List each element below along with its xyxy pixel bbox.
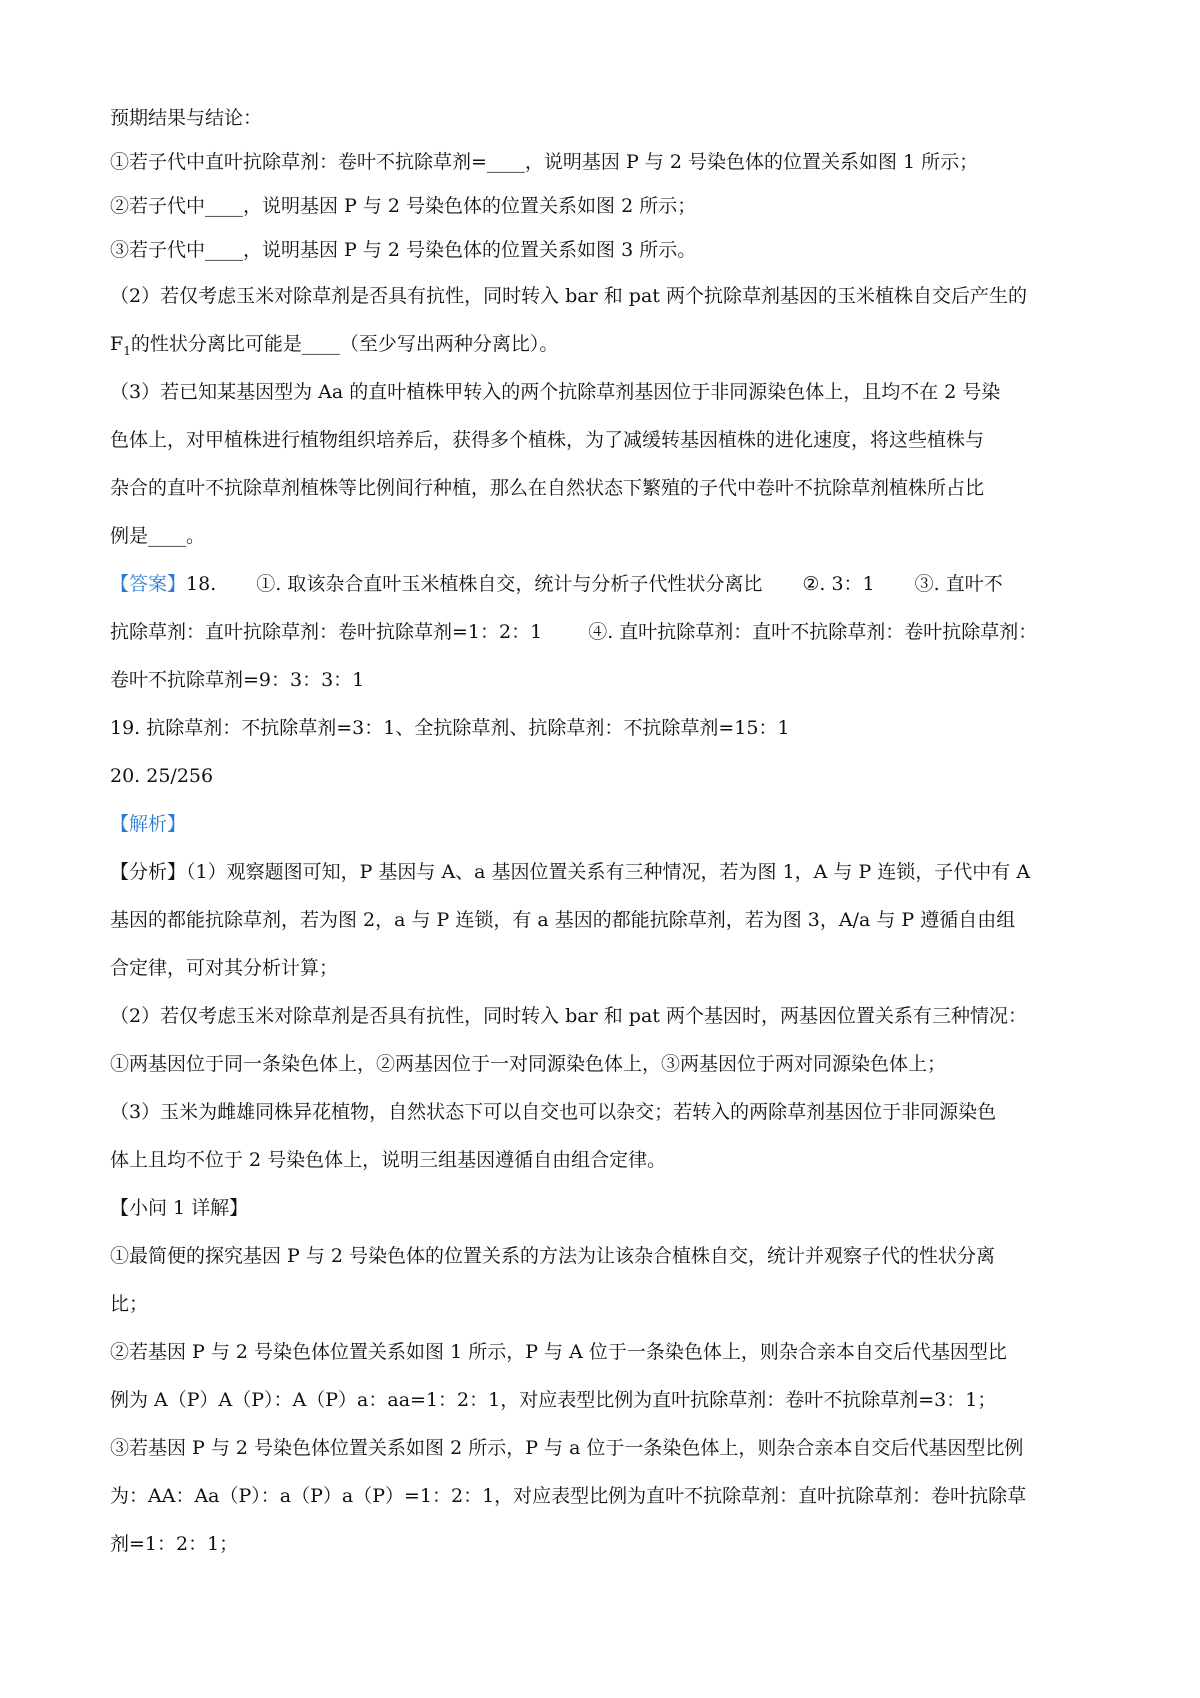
text-line: 预期结果与结论：: [110, 107, 263, 129]
text-line: ②若子代中____，说明基因 P 与 2 号染色体的位置关系如图 2 所示；: [110, 195, 697, 217]
answer-18-part-1: ①. 取该杂合直叶玉米植株自交，统计与分析子代性状分离比: [256, 573, 763, 595]
text-line: 色体上，对甲植株进行植物组织培养后，获得多个植株，为了减缓转基因植株的进化速度，将这些植株与: [110, 429, 985, 451]
analysis-line: 【小问 1 详解】: [110, 1197, 249, 1219]
analysis-line: 【分析】（1）观察题图可知，P 基因与 A、a 基因位置关系有三种情况，若为图 1，A 与 P 连锁，子代中有 A: [110, 861, 1031, 883]
analysis-line: 合定律，可对其分析计算；: [110, 957, 339, 979]
text-line: 杂合的直叶不抗除草剂植株等比例间行种植，那么在自然状态下繁殖的子代中卷叶不抗除草剂植株所占比: [110, 477, 985, 499]
f1-symbol: $F_1$: [110, 333, 131, 358]
text-line: ①若子代中直叶抗除草剂：卷叶不抗除草剂=____，说明基因 P 与 2 号染色体的位置关系如图 1 所示；: [110, 151, 979, 173]
answer-18-part-2: ②. 3：1: [802, 573, 875, 595]
text-line: （2）若仅考虑玉米对除草剂是否具有抗性，同时转入 bar 和 pat 两个抗除草剂基因的玉米植株自交后产生的: [110, 285, 1027, 307]
text-line: ③若子代中____，说明基因 P 与 2 号染色体的位置关系如图 3 所示。: [110, 239, 697, 261]
analysis-line: ①两基因位于同一条染色体上，②两基因位于一对同源染色体上，③两基因位于两对同源染色体上；: [110, 1053, 947, 1075]
answer-line-1: [110, 560, 1090, 608]
answer-line-3: 卷叶不抗除草剂=9：3：3：1: [110, 669, 365, 691]
analysis-line: （2）若仅考虑玉米对除草剂是否具有抗性，同时转入 bar 和 pat 两个基因时，两基因位置关系有三种情况：: [110, 1005, 1027, 1027]
text-line: （3）若已知某基因型为 Aa 的直叶植株甲转入的两个抗除草剂基因位于非同源染色体上，且均不在 2 号染: [110, 381, 1001, 403]
answer-18-number: 18.: [186, 573, 217, 595]
analysis-line: 基因的都能抗除草剂，若为图 2，a 与 P 连锁，有 a 基因的都能抗除草剂，若为图 3，A/a 与 P 遵循自由组: [110, 909, 1016, 931]
analysis-line: ①最简便的探究基因 P 与 2 号染色体的位置关系的方法为让该杂合植株自交，统计并观察子代的性状分离: [110, 1245, 996, 1267]
answer-18-part-4: ④. 直叶抗除草剂：直叶不抗除草剂：卷叶抗除草剂：: [588, 621, 1038, 643]
analysis-line: 体上且均不位于 2 号染色体上，说明三组基因遵循自由组合定律。: [110, 1149, 667, 1171]
answer-tag: 【答案】: [110, 573, 187, 595]
analysis-line: 例为 A（P）A（P）：A（P）a：aa=1：2：1，对应表型比例为直叶抗除草剂：卷叶不抗除草剂=3：1；: [110, 1389, 997, 1411]
answer-18-part-3: ③. 直叶不: [914, 573, 1003, 595]
text-line-f1: [110, 320, 1090, 368]
analysis-line: ②若基因 P 与 2 号染色体位置关系如图 1 所示，P 与 A 位于一条染色体上，则杂合亲本自交后代基因型比: [110, 1341, 1007, 1363]
text-line: 例是____。: [110, 525, 206, 547]
analysis-line: 为：AA：Aa（P）：a（P）a（P）=1：2：1，对应表型比例为直叶不抗除草剂：直叶抗除草剂：卷叶抗除草: [110, 1485, 1027, 1507]
answer-line-2: [110, 608, 1090, 656]
analysis-line: 比；: [110, 1293, 149, 1315]
text-line-f1-rest: 的性状分离比可能是____（至少写出两种分离比）。: [130, 333, 559, 355]
analysis-line: 剂=1：2：1；: [110, 1533, 239, 1555]
answer-20: 20. 25/256: [110, 765, 214, 787]
answer-18-part-3-cont: 抗除草剂：直叶抗除草剂：卷叶抗除草剂=1：2：1: [110, 621, 543, 643]
answer-19: 19. 抗除草剂：不抗除草剂=3：1、全抗除草剂、抗除草剂：不抗除草剂=15：1: [110, 717, 790, 739]
analysis-tag: 【解析】: [110, 813, 187, 835]
analysis-line: （3）玉米为雌雄同株异花植物，自然状态下可以自交也可以杂交；若转入的两除草剂基因位于非同源染色: [110, 1101, 997, 1123]
analysis-line: ③若基因 P 与 2 号染色体位置关系如图 2 所示，P 与 a 位于一条染色体上，则杂合亲本自交后代基因型比例: [110, 1437, 1024, 1459]
